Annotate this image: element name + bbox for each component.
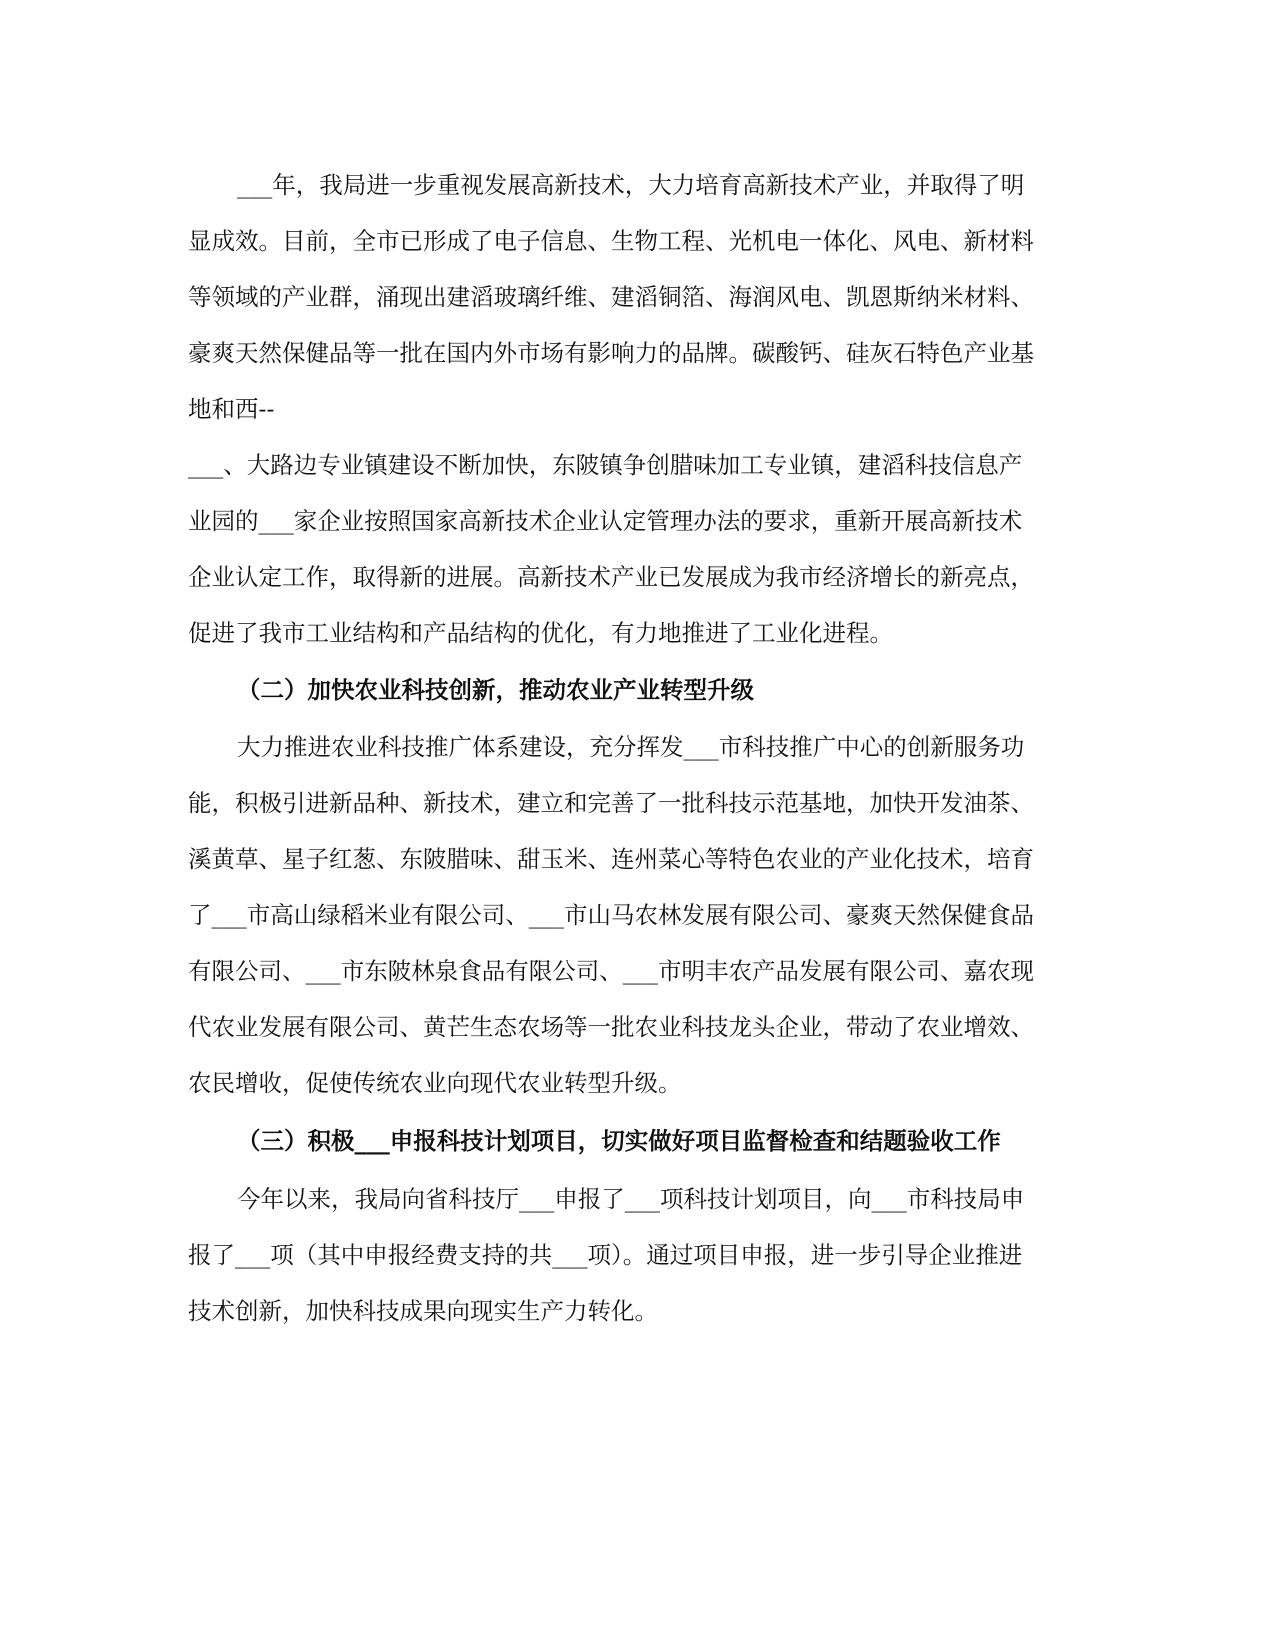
section-heading-2: （二）加快农业科技创新，推动农业产业转型升级 bbox=[237, 676, 754, 704]
paragraph-2-line-2: 业园的___家企业按照国家高新技术企业认定管理办法的要求，重新开展高新技术 bbox=[188, 507, 1023, 535]
paragraph-2-line-4: 促进了我市工业结构和产品结构的优化，有力地推进了工业化进程。 bbox=[188, 619, 893, 647]
section-heading-3: （三）积极___申报科技计划项目，切实做好项目监督检查和结题验收工作 bbox=[237, 1127, 1001, 1155]
paragraph-3-line-6: 代农业发展有限公司、黄芒生态农场等一批农业科技龙头企业，带动了农业增效、 bbox=[188, 1013, 1034, 1041]
paragraph-1-line-4: 豪爽天然保健品等一批在国内外市场有影响力的品牌。碳酸钙、硅灰石特色产业基 bbox=[188, 339, 1034, 367]
paragraph-2-line-3: 企业认定工作，取得新的进展。高新技术产业已发展成为我市经济增长的新亮点， bbox=[188, 563, 1034, 591]
paragraph-3-line-2: 能，积极引进新品种、新技术，建立和完善了一批科技示范基地，加快开发油茶、 bbox=[188, 789, 1034, 817]
paragraph-1-line-1: ___年，我局进一步重视发展高新技术，大力培育高新技术产业，并取得了明 bbox=[237, 171, 1025, 199]
paragraph-1-line-3: 等领域的产业群，涌现出建滔玻璃纤维、建滔铜箔、海润风电、凯恩斯纳米材料、 bbox=[188, 283, 1034, 311]
paragraph-3-line-7: 农民增收，促使传统农业向现代农业转型升级。 bbox=[188, 1069, 682, 1097]
paragraph-3-line-4: 了___市高山绿稻米业有限公司、___市山马农林发展有限公司、豪爽天然保健食品 bbox=[188, 901, 1034, 929]
paragraph-4-line-1: 今年以来，我局向省科技厅___申报了___项科技计划项目，向___市科技局申 bbox=[237, 1185, 1025, 1213]
paragraph-3-line-3: 溪黄草、星子红葱、东陂腊味、甜玉米、连州菜心等特色农业的产业化技术，培育 bbox=[188, 845, 1034, 873]
paragraph-3-line-5: 有限公司、___市东陂林泉食品有限公司、___市明丰农产品发展有限公司、嘉农现 bbox=[188, 957, 1034, 985]
paragraph-1-line-5: 地和西-- bbox=[188, 395, 275, 423]
paragraph-2-line-1: ___、大路边专业镇建设不断加快，东陂镇争创腊味加工专业镇，建滔科技信息产 bbox=[188, 451, 1023, 479]
paragraph-4-line-2: 报了___项（其中申报经费支持的共___项）。通过项目申报，进一步引导企业推进 bbox=[188, 1241, 1023, 1269]
paragraph-4-line-3: 技术创新，加快科技成果向现实生产力转化。 bbox=[188, 1297, 658, 1325]
paragraph-3-line-1: 大力推进农业科技推广体系建设，充分挥发___市科技推广中心的创新服务功 bbox=[237, 733, 1025, 761]
paragraph-1-line-2: 显成效。目前，全市已形成了电子信息、生物工程、光机电一体化、风电、新材料 bbox=[188, 227, 1034, 255]
